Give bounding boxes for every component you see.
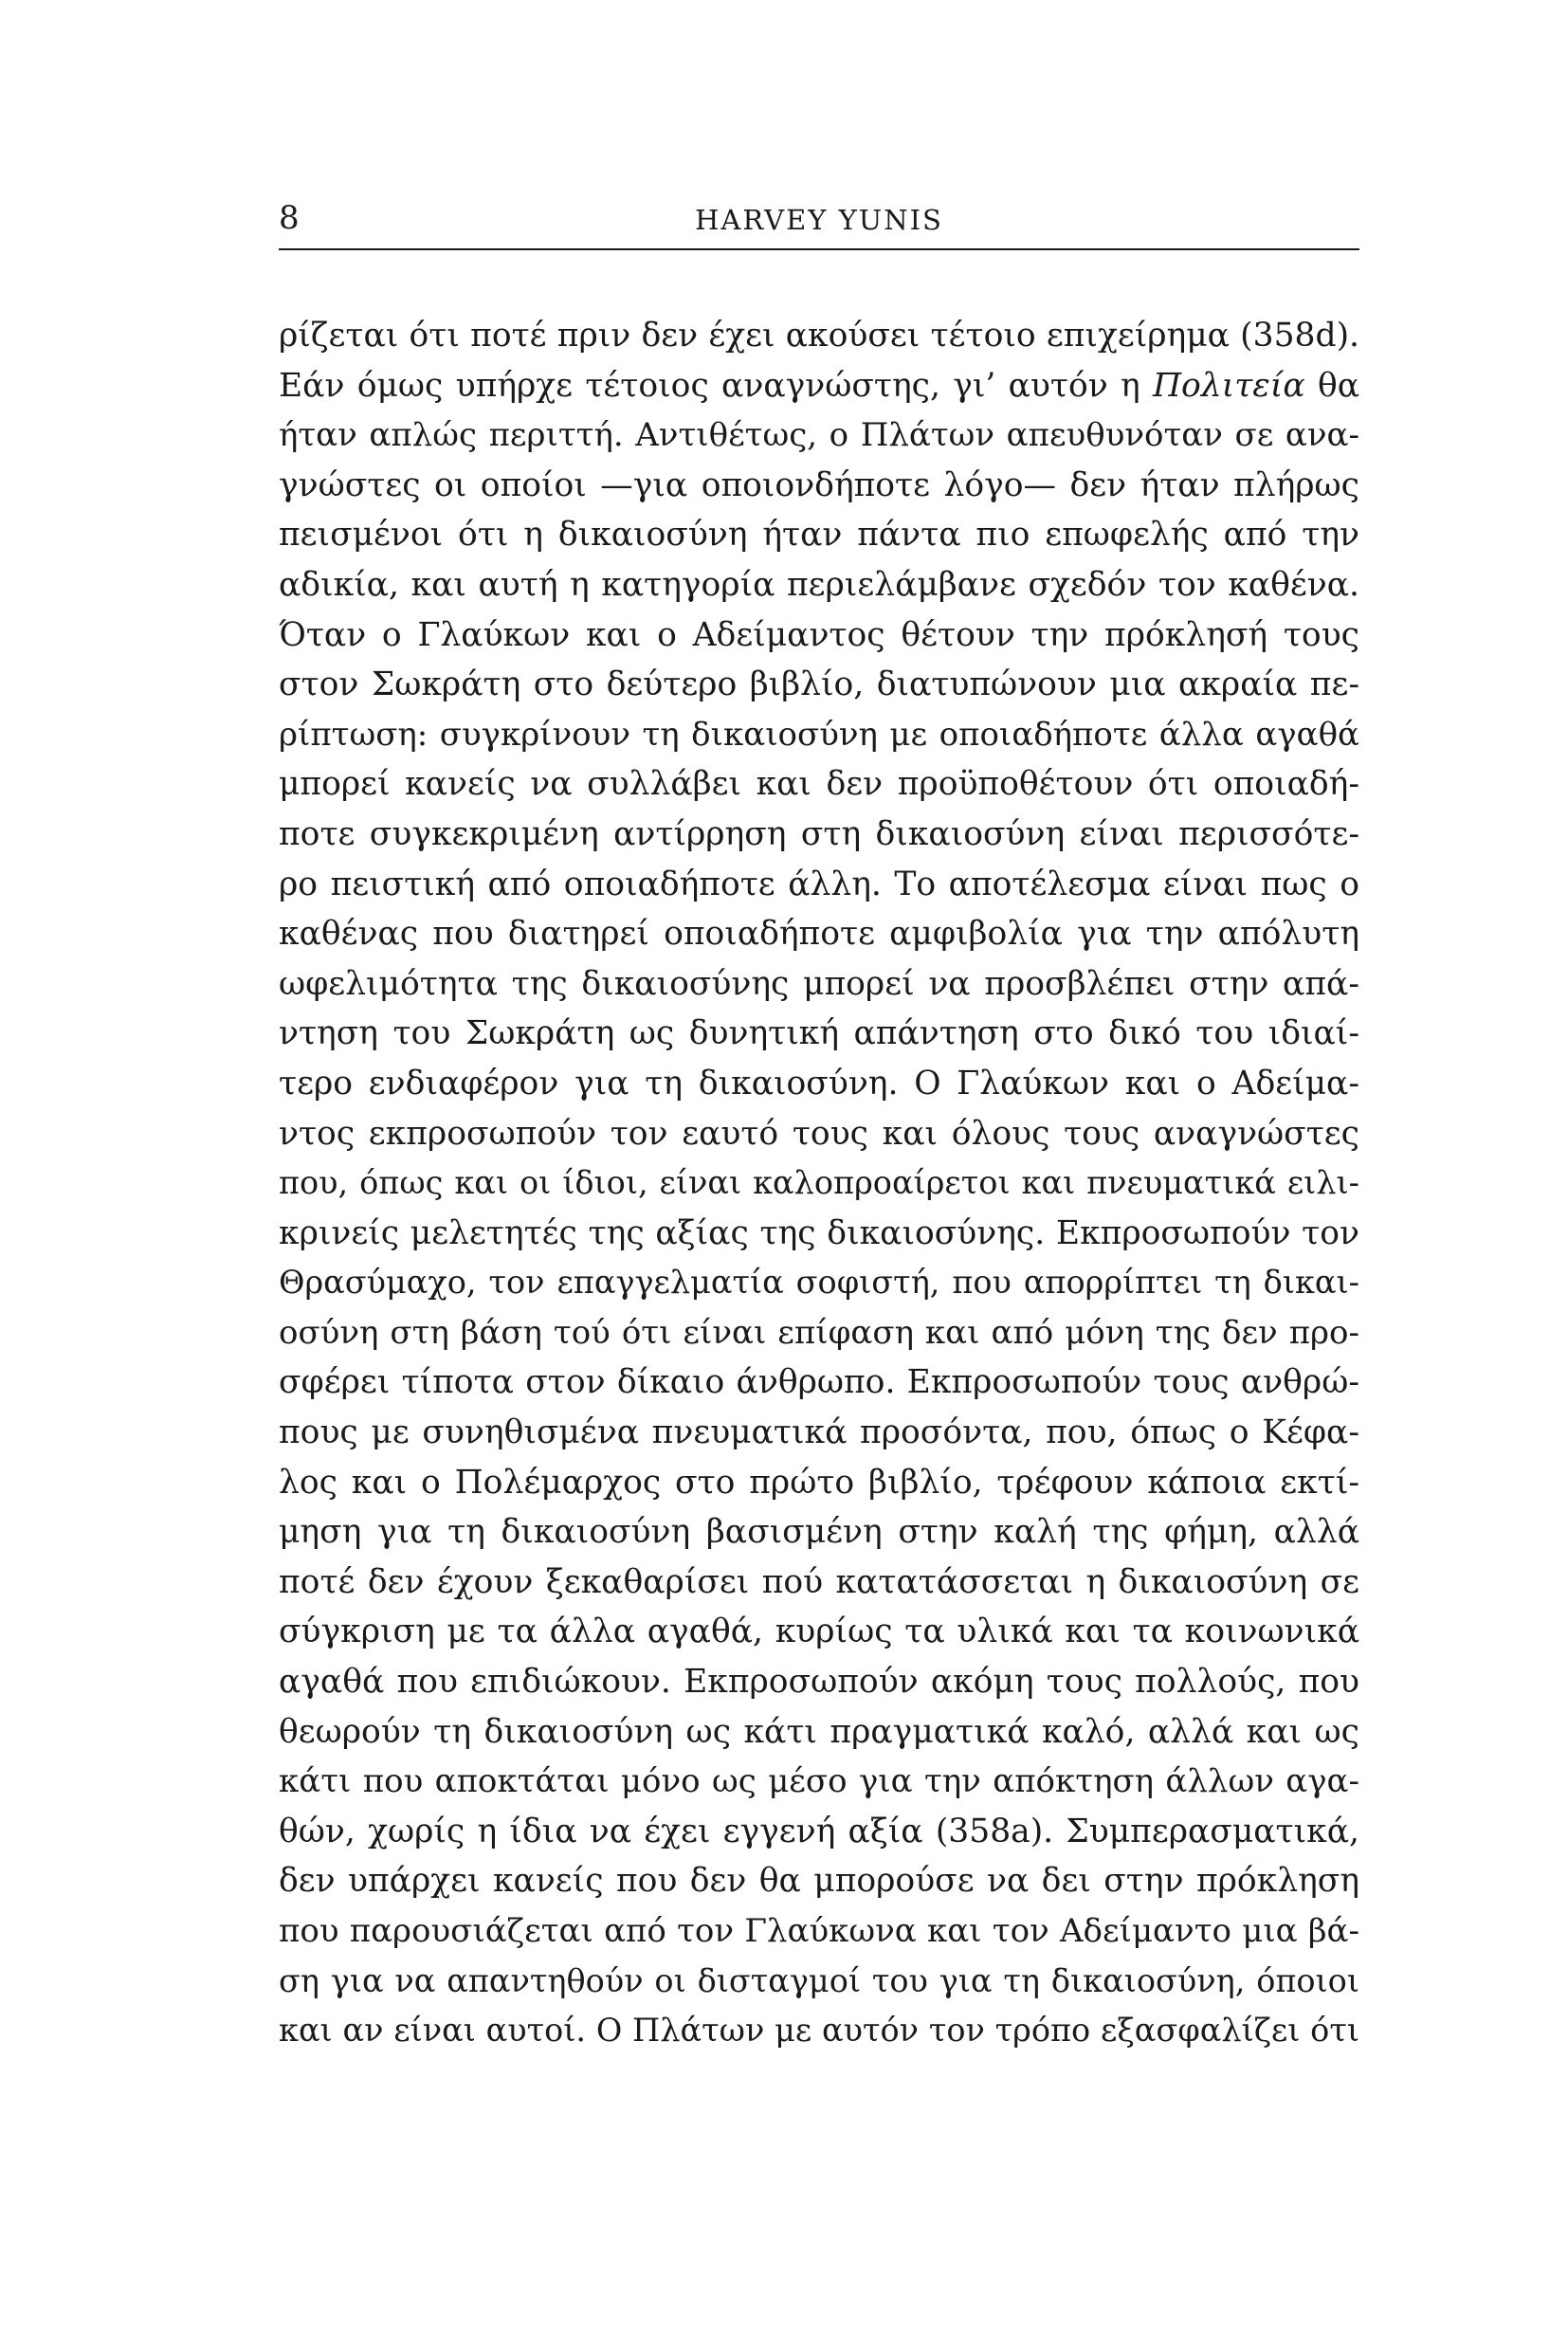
text-line: αδικία, και αυτή η κατηγορία περιελάμβανε σχεδόν τον καθένα. [279,565,1359,604]
text-line: δεν υπάρχει κανείς που δεν θα μπορούσε να δει στην πρόκληση [279,1862,1359,1901]
text-line: ση για να απαντηθούν οι δισταγμοί του για τη δικαιοσύνη, όποιοι [279,1961,1359,1999]
text-line: που, όπως και οι ίδιοι, είναι καλοπροαίρετοι και πνευματικά ειλι- [279,1164,1359,1202]
text-line: ρίζεται ότι ποτέ πριν δεν έχει ακούσει τέτοιο επιχείρημα (358d). [279,317,1359,355]
text-line: θεωρούν τη δικαιοσύνη ως κάτι πραγματικά καλό, αλλά και ως [279,1712,1359,1751]
text-line: μπορεί κανείς να συλλάβει και δεν προϋποθέτουν ότι οποιαδή- [279,765,1359,804]
text-line: καθένας που διατηρεί οποιαδήποτε αμφιβολία για την απόλυτη [279,915,1359,954]
text-line: θών, χωρίς η ίδια να έχει εγγενή αξία (358a). Συμπερασματικά, [279,1812,1359,1850]
text-segment: θα [1317,366,1360,405]
text-line [279,361,1359,411]
text-segment: Εάν όμως υπήρχε τέτοιος αναγνώστης, γι’ αυτόν η [279,366,1140,405]
text-line: ποτέ δεν έχουν ξεκαθαρίσει πού κατατάσσεται η δικαιοσύνη σε [279,1562,1359,1601]
text-line: κάτι που αποκτάται μόνο ως μέσο για την απόκτηση άλλων αγα- [279,1762,1359,1801]
text-line: λος και ο Πολέμαρχος στο πρώτο βιβλίο, τρέφουν κάποια εκτί- [279,1463,1359,1502]
text-line: μηση για τη δικαιοσύνη βασισμένη στην καλή της φήμη, αλλά [279,1513,1359,1552]
text-line: πους με συνηθισμένα πνευματικά προσόντα, που, όπως ο Κέφα- [279,1413,1359,1452]
text-line: τερο ενδιαφέρον για τη δικαιοσύνη. Ο Γλαύκων και ο Αδείμα- [279,1064,1359,1103]
running-head: HARVEY YUNIS [695,204,943,236]
text-line: ρίπτωση: συγκρίνουν τη δικαιοσύνη με οποιαδήποτε άλλα αγαθά [279,715,1359,754]
text-line: γνώστες οι οποίοι —για οποιονδήποτε λόγο— δεν ήταν πλήρως [279,465,1359,504]
text-line: σφέρει τίποτα στον δίκαιο άνθρωπο. Εκπροσωπούν τους ανθρώ- [279,1363,1359,1402]
text-line: αγαθά που επιδιώκουν. Εκπροσωπούν ακόμη τους πολλούς, που [279,1663,1359,1702]
text-line: σύγκριση με τα άλλα αγαθά, κυρίως τα υλικά και τα κοινωνικά [279,1613,1359,1651]
text-line: κρινείς μελετητές της αξίας της δικαιοσύνης. Εκπροσωπούν τον [279,1213,1359,1252]
text-line: ήταν απλώς περιττή. Αντιθέτως, ο Πλάτων απευθυνόταν σε ανα- [279,416,1359,455]
body-text [279,311,1359,2056]
text-line: που παρουσιάζεται από τον Γλαύκωνα και τον Αδείμαντο μια βά- [279,1912,1359,1950]
text-line: Όταν ο Γλαύκων και ο Αδείμαντος θέτουν την πρόκλησή τους [279,615,1359,654]
text-line: ρο πειστική από οποιαδήποτε άλλη. Το αποτέλεσμα είναι πως ο [279,865,1359,903]
page-header [279,199,1359,250]
text-line: και αν είναι αυτοί. Ο Πλάτων με αυτόν τον τρόπο εξασφαλίζει ότι [279,2012,1359,2050]
text-line: οσύνη στη βάση τού ότι είναι επίφαση και από μόνη της δεν προ- [279,1313,1359,1352]
italic-title: Πολιτεία [1152,366,1305,405]
text-line: ωφελιμότητα της δικαιοσύνης μπορεί να προσβλέπει στην απά- [279,964,1359,1003]
text-line: Θρασύμαχο, τον επαγγελματία σοφιστή, που απορρίπτει τη δικαι- [279,1264,1359,1302]
text-line: ντος εκπροσωπούν τον εαυτό τους και όλους τους αναγνώστες [279,1114,1359,1153]
page-number: 8 [279,199,300,237]
text-line: πεισμένοι ότι η δικαιοσύνη ήταν πάντα πιο επωφελής από την [279,516,1359,555]
text-line: ποτε συγκεκριμένη αντίρρηση στη δικαιοσύνη είναι περισσότε- [279,814,1359,853]
text-line: στον Σωκράτη στο δεύτερο βιβλίο, διατυπώνουν μια ακραία πε- [279,665,1359,704]
text-line: ντηση του Σωκράτη ως δυνητική απάντηση στο δικό του ιδιαί- [279,1014,1359,1053]
